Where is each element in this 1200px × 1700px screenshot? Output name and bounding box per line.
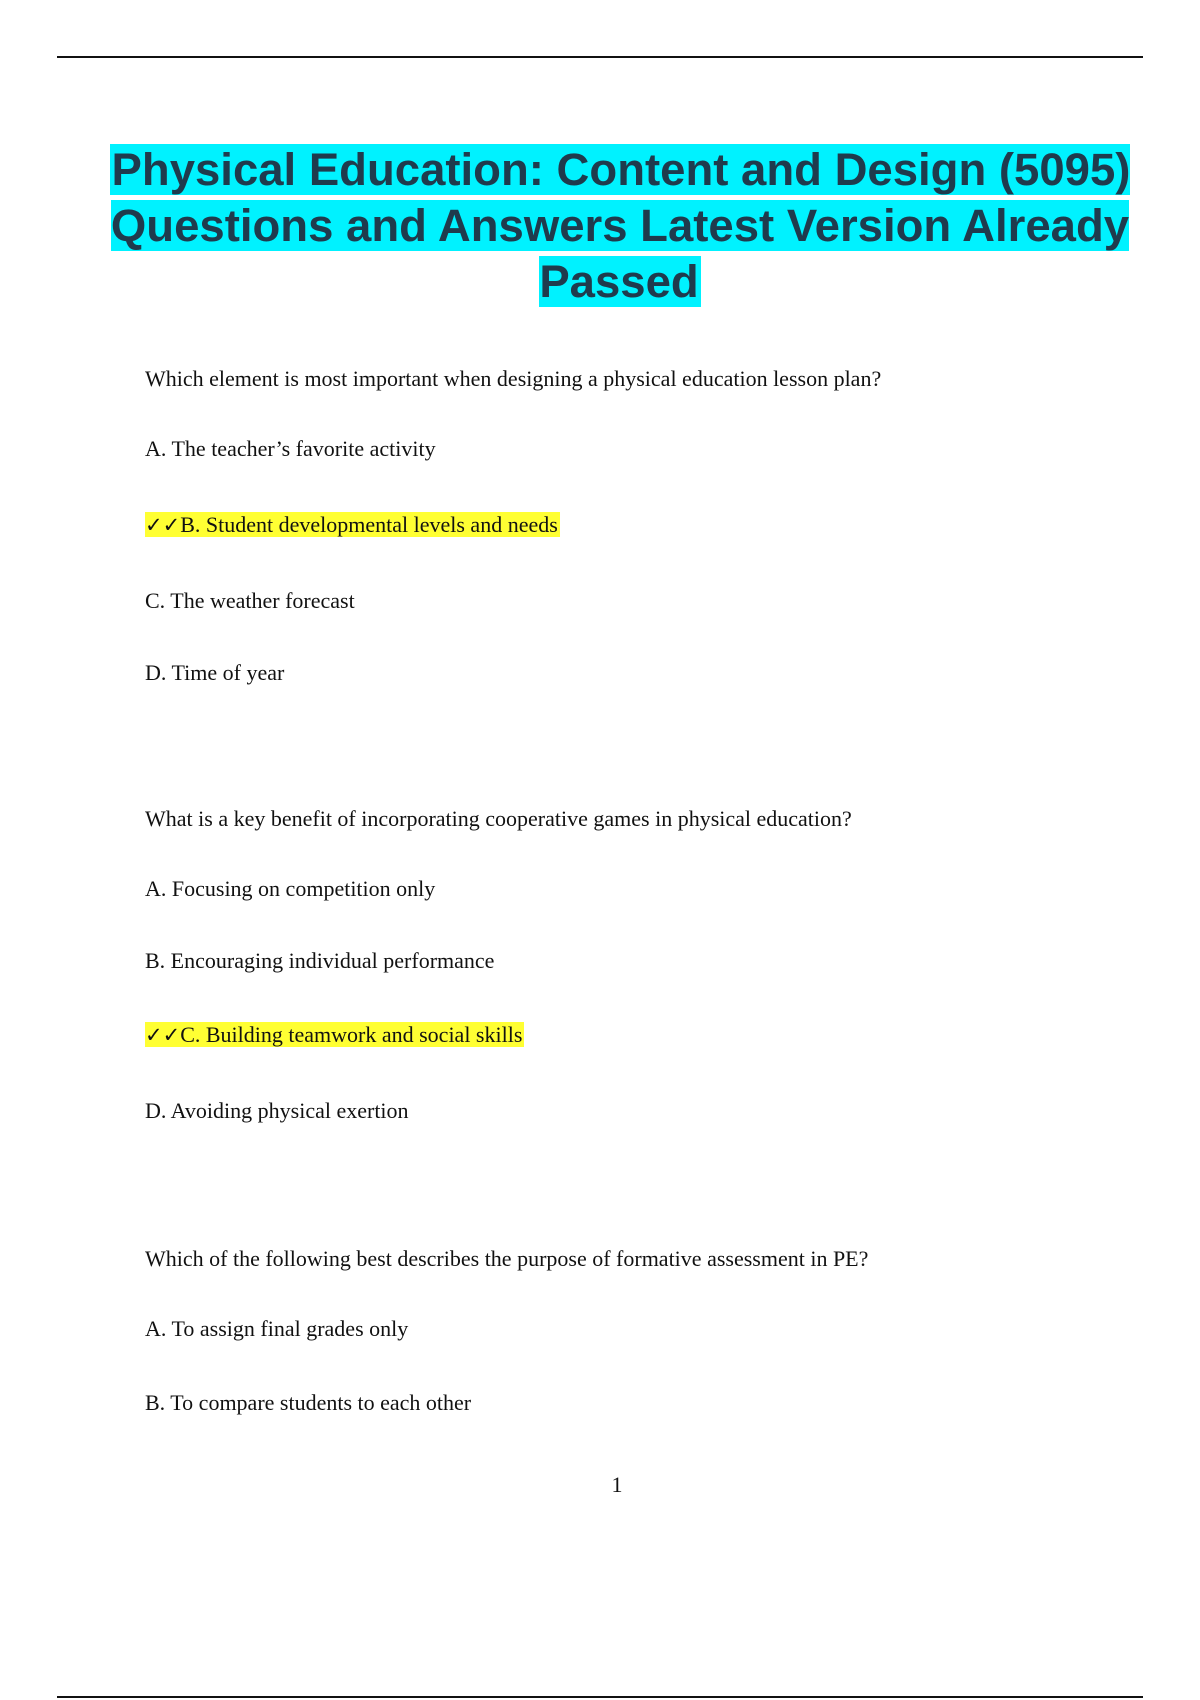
page-number: 1 (611, 1472, 623, 1497)
question-1-option-a: A. The teacher’s favorite activity (145, 436, 436, 461)
question-1-option-d: D. Time of year (145, 660, 285, 685)
question-3-option-a: A. To assign final grades only (145, 1316, 409, 1341)
correct-answer-text: B. Student developmental levels and needs (180, 512, 558, 537)
question-1-option-b-correct (145, 510, 560, 540)
question-2-option-c-correct (145, 1020, 524, 1050)
correct-answer-highlight (145, 1022, 524, 1047)
double-check-icon: ✓✓ (145, 1023, 181, 1047)
bottom-rule (57, 1696, 1143, 1698)
question-1-text: Which element is most important when designing a physical education lesson plan? (145, 366, 882, 391)
document-title (80, 142, 1160, 310)
question-2-text: What is a key benefit of incorporating cooperative games in physical education? (145, 806, 852, 831)
double-check-icon: ✓✓ (145, 513, 181, 537)
correct-answer-highlight (145, 512, 560, 537)
question-2-option-b: B. Encouraging individual performance (145, 948, 495, 973)
title-highlight: Physical Education: Content and Design (5095) Questions and Answers Latest Version Already Passed (110, 144, 1131, 307)
question-2-option-d: D. Avoiding physical exertion (145, 1098, 409, 1123)
question-3-text: Which of the following best describes the purpose of formative assessment in PE? (145, 1246, 869, 1271)
question-3-option-b: B. To compare students to each other (145, 1390, 472, 1415)
top-rule (57, 56, 1143, 58)
question-2-option-a: A. Focusing on competition only (145, 876, 436, 901)
correct-answer-text: C. Building teamwork and social skills (180, 1022, 523, 1047)
question-1-option-c: C. The weather forecast (145, 588, 355, 613)
